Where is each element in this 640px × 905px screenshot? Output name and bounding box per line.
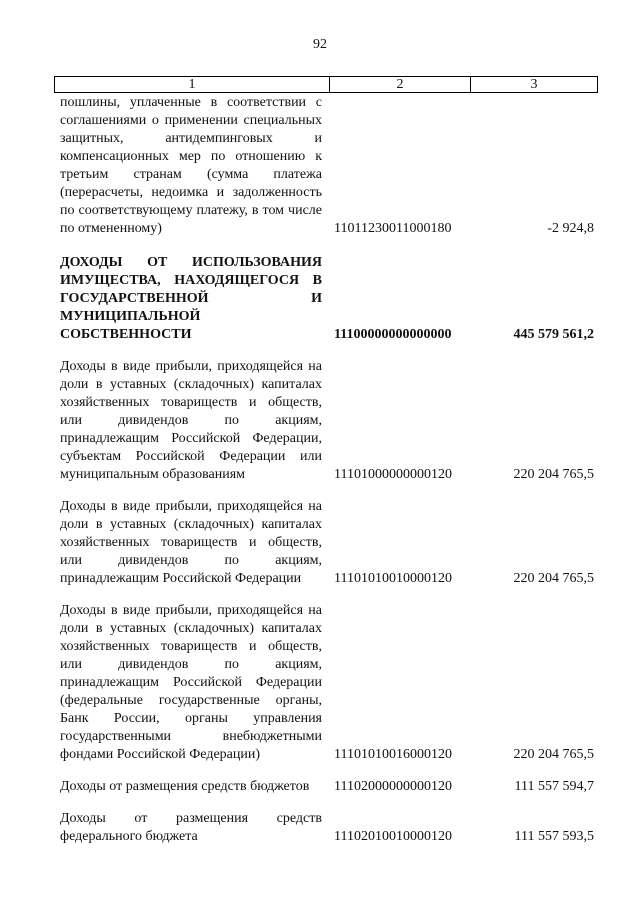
row-description: Доходы в виде прибыли, приходящейся на доли в уставных (складочных) капиталах хозяйственных товариществ и обществ, или дивидендов по акциям, принадлежащим Российской Федерации — [60, 499, 322, 586]
row-amount: 445 579 561,2 — [513, 327, 594, 342]
page-number: 92 — [313, 37, 327, 52]
row-code: 11101010010000120 — [334, 571, 452, 586]
table-row — [60, 602, 598, 764]
table-row — [60, 810, 598, 846]
row-amount: 111 557 594,7 — [514, 779, 594, 794]
row-amount: 220 204 765,5 — [513, 747, 594, 762]
row-code: 11102000000000120 — [334, 779, 452, 794]
table-row — [60, 94, 598, 238]
row-description: ДОХОДЫ ОТ ИСПОЛЬЗОВАНИЯ ИМУЩЕСТВА, НАХОДЯЩЕГОСЯ В ГОСУДАРСТВЕННОЙ И МУНИЦИПАЛЬНОЙ СОБСТВЕННОСТИ — [60, 255, 322, 342]
table-header — [54, 76, 598, 93]
column-header-3: 3 — [530, 77, 538, 92]
row-code: 11101010016000120 — [334, 747, 452, 762]
row-amount: -2 924,8 — [547, 221, 594, 236]
row-description: Доходы от размещения средств бюджетов — [60, 779, 310, 794]
column-header-1: 1 — [55, 77, 330, 92]
row-code: 11102010010000120 — [334, 829, 452, 844]
row-code: 11101000000000120 — [334, 467, 452, 482]
row-description: пошлины, уплаченные в соответствии с соглашениями о применении специальных защитных, антидемпинговых и компенсационных мер по отношению к третьим странам (сумма платежа (перерасчеты, недоимка и задолженность по соответствующему платежу, в том числе по отмененному) — [60, 95, 322, 236]
row-description: Доходы в виде прибыли, приходящейся на доли в уставных (складочных) капиталах хозяйственных товариществ и обществ, или дивидендов по акциям, принадлежащим Российской Федерации (федеральные государственные органы, Банк России, органы управления государственными внебюджетными фондами Российской Федерации) — [60, 603, 322, 762]
table-body — [60, 94, 598, 846]
table-row — [60, 778, 598, 796]
row-description: Доходы в виде прибыли, приходящейся на доли в уставных (складочных) капиталах хозяйственных товариществ и обществ, или дивидендов по акциям, принадлежащим Российской Федерации, субъектам Российской Федерации или муниципальным образованиям — [60, 359, 322, 482]
row-amount: 220 204 765,5 — [513, 467, 594, 482]
table-row — [60, 254, 598, 344]
row-amount: 111 557 593,5 — [514, 829, 594, 844]
table-row — [60, 498, 598, 588]
row-amount: 220 204 765,5 — [513, 571, 594, 586]
column-header-2: 2 — [330, 77, 471, 92]
row-code: 11011230011000180 — [334, 221, 452, 236]
table-row — [60, 358, 598, 484]
row-code: 11100000000000000 — [334, 327, 452, 342]
row-description: Доходы от размещения средств федерального бюджета — [60, 811, 322, 844]
